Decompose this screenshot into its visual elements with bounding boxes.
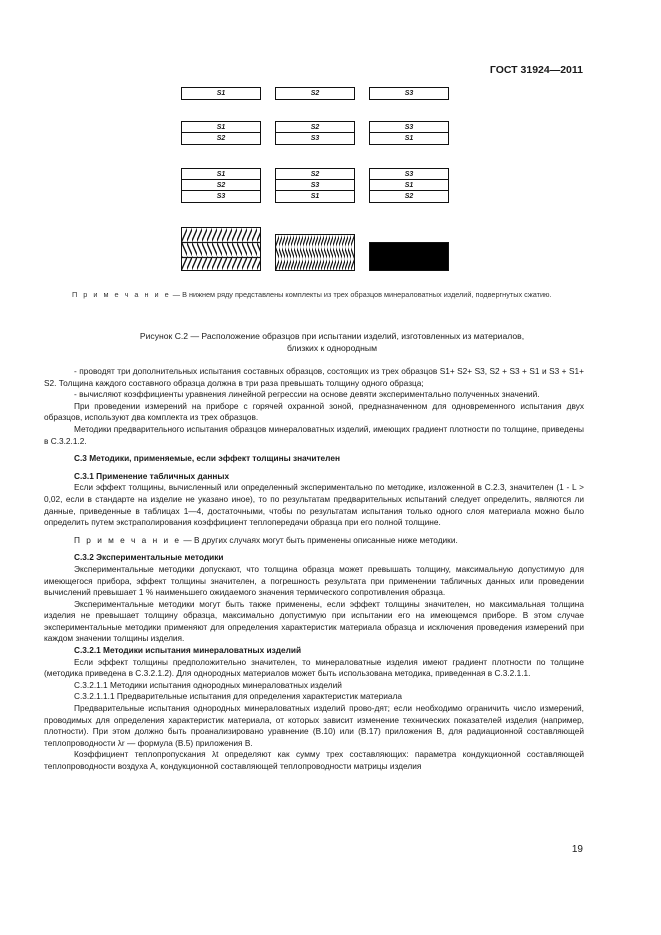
sample-stack (181, 168, 261, 203)
paragraph: Методики предварительного испытания образцов минераловатных изделий, имеющих градиент плотности по толщине, приведены в С.3.2.1.2. (44, 423, 584, 446)
paragraph: С.3.2.1.1.1 Предварительные испытания для определения характеристик материала (74, 691, 402, 702)
sample-label: S1 (182, 122, 260, 133)
sample-label: S1 (310, 193, 320, 200)
subsection-heading: С.3.2.1 Методики испытания минераловатных изделий (74, 645, 302, 656)
figure-caption (72, 330, 592, 354)
sample-label: S3 (370, 169, 448, 180)
sample-label: S2 (310, 90, 320, 97)
sample-label: S1 (182, 169, 260, 180)
section-heading: С.3 Методики, применяемые, если эффект толщины значителен (74, 453, 340, 464)
subsection-heading: С.3.1 Применение табличных данных (74, 470, 230, 481)
sample-stack (275, 168, 355, 203)
sample-label: S2 (182, 180, 260, 191)
sample-label: S3 (310, 135, 320, 142)
sample-label: S2 (216, 135, 226, 142)
paragraph: При проведении измерений на приборе с горячей охранной зоной, предназначенном для одновременного испытания двух образцов, используют два комплекта из трех образцов. (44, 400, 584, 423)
paragraph: - вычисляют коэффициенты уравнения линейной регрессии на основе девяти экспериментально полученных значений. (74, 389, 540, 400)
sample-stack (369, 168, 449, 203)
paragraph: - проводят три дополнительных испытания составных образцов, состоящих из трех образцов S1+ S2+ S3, S2 + S3 + S1 и S3 + S1+ S2. Толщина каждого составного образца должна в три раза превышать толщину одного образца; (44, 366, 584, 388)
sample-label: S1 (404, 135, 414, 142)
sample-label: S1 (370, 180, 448, 191)
sample-label: S1 (216, 90, 226, 97)
sample-stack (181, 121, 261, 145)
sample-label: S2 (404, 193, 414, 200)
sample-label: S2 (276, 169, 354, 180)
page-number: 19 (571, 844, 583, 855)
sample-stack (275, 87, 355, 100)
sample-label: S3 (404, 90, 414, 97)
sample-stack (369, 121, 449, 145)
figure-note: П р и м е ч а н и е — В нижнем ряду представлены комплекты из трех образцов минераловатных изделий, подвергнутых сжатию. (72, 290, 552, 299)
sample-label: S2 (276, 122, 354, 133)
paragraph: С.3.2.1.1 Методики испытания однородных минераловатных изделий (74, 679, 342, 690)
document-code: ГОСТ 31924—2011 (489, 64, 583, 76)
paragraph: Экспериментальные методики допускают, что толщина образца может превышать толщину, максимальную допустимую для имеющегося прибора, эффект толщины значителен, а погрешность результата при применении табличных данных или проведении вычислений превышает 1 % наименьшего ожидаемого значения термического сопротивления образца. (44, 563, 584, 598)
sample-stack (275, 121, 355, 145)
sample-stack (181, 87, 261, 100)
sample-label: S3 (216, 193, 226, 200)
paragraph: Если эффект толщины, вычисленный или определенный экспериментально по методике, изложенной в С.2.3, значителен (1 - L > 0,02, если в стандарте на изделие не указано иное), то по результатам предварительных испытаний следует определить, являются ли данные, приведенные в таблицах 1—4, достаточными, чтобы по результатам испытания только одного слоя материала можно было определить путем экстраполирования коэффициент теплопередачи образца при его полной толщине. (44, 482, 584, 528)
caption-line: близких к однородным (286, 343, 378, 353)
compressed-sample-hatched-dense (275, 234, 355, 271)
caption-line: Рисунок С.2 — Расположение образцов при испытании изделий, изготовленных из материалов, (139, 331, 525, 341)
sample-label: S3 (276, 180, 354, 191)
paragraph: Экспериментальные методики могут быть также применены, если эффект толщины значителен, но максимальная толщина изделия не превышает толщину образца, максимально допустимую при испытании его на имеющемся приборе. В этом случае экспериментальные методики применяют для определения характеристик материала образца и исключения проведения измерений при каждом значении толщины изделия. (44, 598, 584, 644)
compressed-sample-solid (369, 242, 449, 271)
paragraph: Коэффициент теплопропускания λt определяют как сумму трех составляющих: параметра кондукционной составляющей теплопроводности воздуха А, кондукционной составляющей теплопроводности матрицы изделия (44, 749, 584, 771)
note: П р и м е ч а н и е — В других случаях могут быть применены описанные ниже методики. (74, 534, 458, 545)
subsection-heading: С.3.2 Экспериментальные методики (74, 552, 224, 563)
sample-label: S3 (370, 122, 448, 133)
document-body (44, 366, 584, 773)
paragraph: Предварительные испытания однородных минераловатных изделий прово-дят; если необходимо ограничить число измерений, проводимых для определения характеристик материала, от которых зависит изменение технических показателей изделия (например, плотности). При этом должно быть проанализировано уравнение (В.10) или (В.17) приложения В, для радиационной составляющей теплопроводности λr — формула (В.5) приложения В. (44, 703, 584, 748)
sample-stack (369, 87, 449, 100)
compressed-sample-hatched-loose (181, 227, 261, 271)
paragraph: Если эффект толщины предположительно значителен, то минераловатные изделия имеют градиент плотности по толщине (методика приведена в С.3.2.1.2). Для однородных материалов может быть использована методика, приведенная в С.3.2.1.1. (44, 656, 584, 679)
